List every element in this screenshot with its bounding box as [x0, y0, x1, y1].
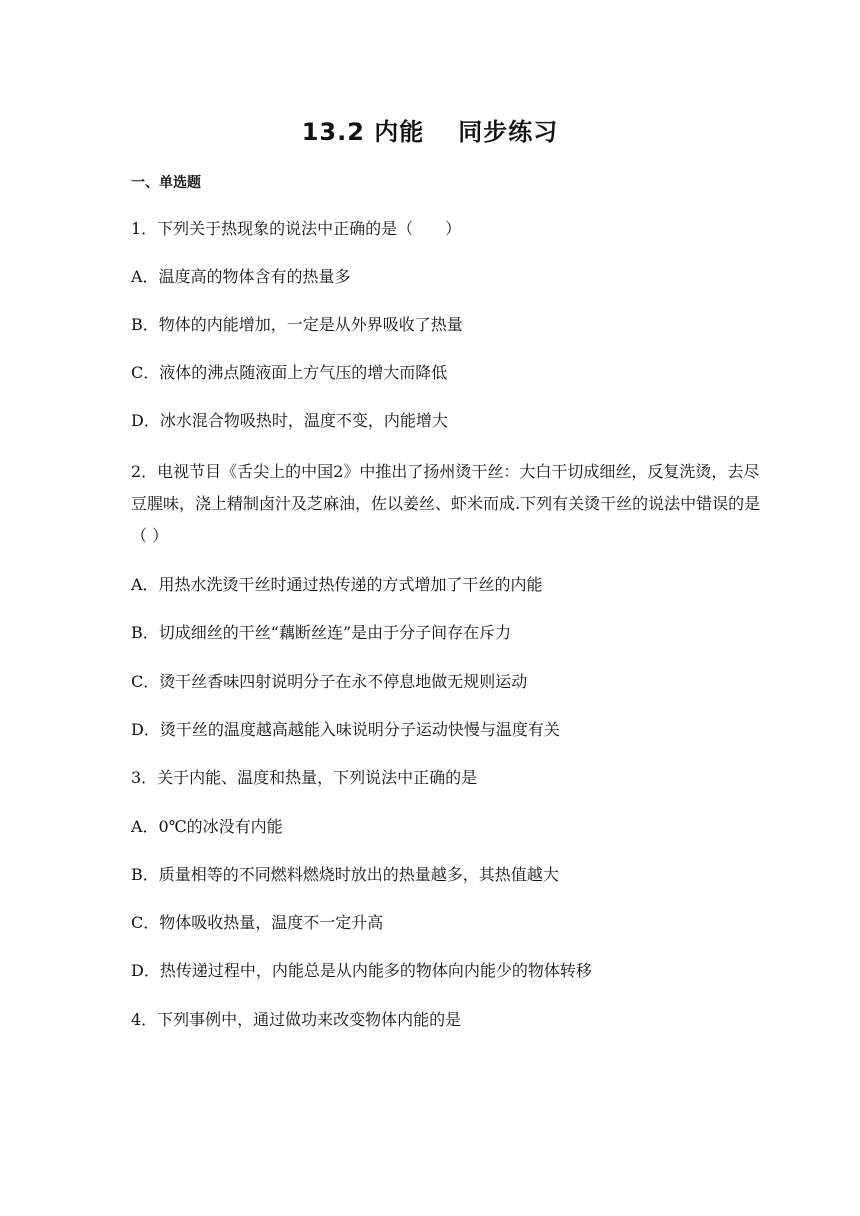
question-2-stem-line-3: （ ）: [131, 526, 169, 545]
question-2-stem-line-1: 2．电视节目《舌尖上的中国2》中推出了扬州烫干丝：大白干切成细丝，反复洗烫，去尽: [131, 462, 760, 481]
question-1-option-b: B．物体的内能增加，一定是从外界吸收了热量: [131, 315, 463, 334]
question-1-option-a: A．温度高的物体含有的热量多: [131, 267, 351, 286]
question-2-option-d: D．烫干丝的温度越高越能入味说明分子运动快慢与温度有关: [131, 720, 560, 739]
page-title: [0, 112, 860, 147]
question-4-stem: 4．下列事例中，通过做功来改变物体内能的是: [131, 1010, 462, 1029]
question-3-option-b: B．质量相等的不同燃料燃烧时放出的热量越多，其热值越大: [131, 865, 559, 884]
title-main: 13.2 内能: [301, 118, 425, 146]
question-1-option-d: D．冰水混合物吸热时，温度不变，内能增大: [131, 411, 448, 430]
section-heading: 一、单选题: [131, 175, 201, 191]
question-2-option-a: A．用热水洗烫干丝时通过热传递的方式增加了干丝的内能: [131, 575, 543, 594]
question-2-option-c: C．烫干丝香味四射说明分子在永不停息地做无规则运动: [131, 672, 528, 691]
title-sub: 同步练习: [458, 118, 559, 146]
question-1-option-c: C．液体的沸点随液面上方气压的增大而降低: [131, 363, 448, 382]
question-3-option-c: C．物体吸收热量，温度不一定升高: [131, 913, 384, 932]
question-3-option-d: D．热传递过程中，内能总是从内能多的物体向内能少的物体转移: [131, 961, 592, 980]
question-2-stem-line-2: 豆腥味，浇上精制卤汁及芝麻油，佐以姜丝、虾米而成.下列有关烫干丝的说法中错误的是: [131, 494, 761, 513]
question-1-stem: 1．下列关于热现象的说法中正确的是（ ）: [131, 219, 462, 238]
question-2-option-b: B．切成细丝的干丝“藕断丝连”是由于分子间存在斥力: [131, 623, 512, 642]
question-3-option-a: A．0℃的冰没有内能: [131, 817, 283, 836]
question-3-stem: 3．关于内能、温度和热量，下列说法中正确的是: [131, 768, 478, 787]
